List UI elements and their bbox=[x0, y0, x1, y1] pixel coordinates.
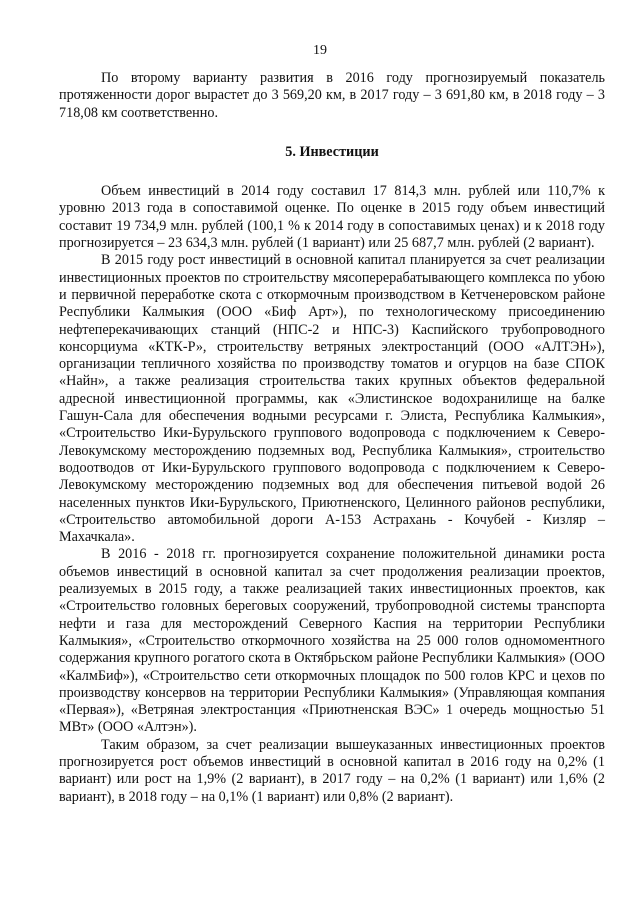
paragraph-investment-2016-2018: В 2016 - 2018 гг. прогнозируется сохранение положительной динамики роста объемов инвестиций в основной капитал за счет продолжения реализации проектов, реализуемых в 2015 году, а также реализацией таких инвестиционных проектов, как «Строительство головных береговых сооружений, трубопроводной системы транспорта нефти и газа для месторождений Северного Каспия на территории Республики Калмыкия», «Строительство откормочного хозяйства на 25 000 голов одномоментного содержания крупного рогатого скота в Октябрьском районе Республики Калмыкия» (ООО «КалмБиф»), «Строительство сети откормочных площадок по 500 голов КРС и цехов по производству консервов на территории Республики Калмыкия» (Управляющая компания «Первая»), «Ветряная электростанция «Приютненская ВЭС» 1 очередь мощностью 51 МВт» (ООО «Алтэн»). bbox=[59, 546, 605, 736]
paragraph-investment-volume: Объем инвестиций в 2014 году составил 17 814,3 млн. рублей или 110,7% к уровню 2013 года в сопоставимой оценке. По оценке в 2015 году объем инвестиций составит 19 734,9 млн. рублей (100,1 % к 2014 году в сопоставимых ценах) и к 2018 году прогнозируется – 23 634,3 млн. рублей (1 вариант) или 25 687,7 млн. рублей (2 вариант). bbox=[59, 183, 605, 252]
section-heading: 5. Инвестиции bbox=[285, 143, 379, 160]
document-body bbox=[59, 70, 605, 806]
paragraph-investment-2015: В 2015 году рост инвестиций в основной капитал планируется за счет реализации инвестиционных проектов по строительству мясоперерабатывающего комплекса по убою и первичной переработке скота с откормочным производством в Кетченеровском районе Республики Калмыкия (ООО «Биф Арт»), по технологическому присоединению нефтеперекачивающих станций (НПС-2 и НПС-3) Каспийского трубопроводного консорциума «КТК-Р», строительству ветряных электростанций (ООО «АЛТЭН»), организации тепличного хозяйства по производству томатов и огурцов на базе СПОК «Найн», а также реализация строительства таких крупных объектов федеральной адресной инвестиционной программы, как «Элистинское водохранилище на балке Гашун-Сала для обеспечения водными ресурсами г. Элиста, Республика Калмыкия», «Строительство Ики-Бурульского группового водопровода с подключением к Северо-Левокумскому месторождению подземных вод, Республика Калмыкия», строительство водоотводов от Ики-Бурульского группового водопровода с подключением к Северо-Левокумскому месторождению подземных вод для обеспечения питьевой водой 26 населенных пунктов Ики-Бурульского, Приютненского, Целинного районов республики, «Строительство автомобильной дороги А-153 Астрахань - Кочубей - Кизляр – Махачкала». bbox=[59, 252, 605, 546]
paragraph-roads-forecast: По второму варианту развития в 2016 году прогнозируемый показатель протяженности дорог вырастет до 3 569,20 км, в 2017 году – 3 691,80 км, в 2018 году – 3 718,08 км соответственно. bbox=[59, 70, 605, 121]
page-number: 19 bbox=[313, 43, 327, 58]
paragraph-investment-conclusion: Таким образом, за счет реализации вышеуказанных инвестиционных проектов прогнозируется рост объемов инвестиций в основной капитал в 2016 году на 0,2% (1 вариант) или рост на 1,9% (2 вариант), в 2017 году – на 0,2% (1 вариант) или 1,6% (2 вариант), в 2018 году – на 0,1% (1 вариант) или 0,8% (2 вариант). bbox=[59, 736, 605, 805]
